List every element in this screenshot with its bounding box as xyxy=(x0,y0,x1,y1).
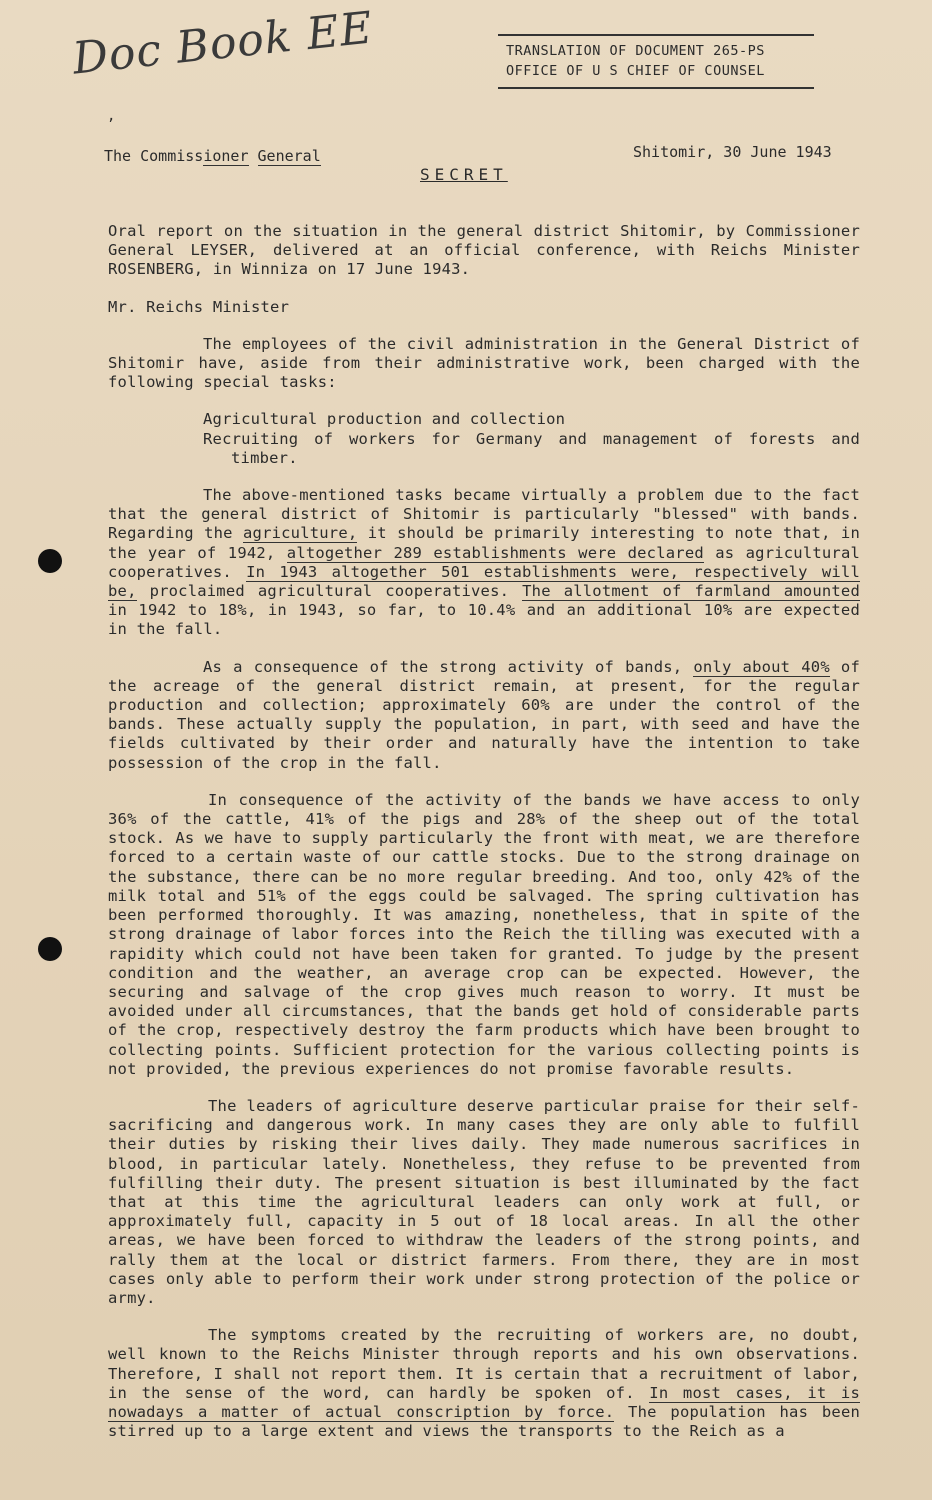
text-run: The population has been stirred up to a large extent and views the transports to the Reich as a xyxy=(108,1402,861,1441)
classification-stamp: SECRET xyxy=(420,165,508,184)
sender-title xyxy=(104,147,321,165)
margin-mark: , xyxy=(107,108,116,124)
sender-title-space xyxy=(249,147,258,165)
salutation: Mr. Reichs Minister xyxy=(108,297,290,316)
underlined-text: In most cases, it is nowadays a matter of actual conscription by force. xyxy=(108,1383,860,1421)
underlined-text: The allotment of farmland amounted xyxy=(522,582,860,601)
text-run: as agricultural cooperatives. xyxy=(108,543,861,581)
report-body xyxy=(108,222,860,1459)
text-run: it should be primarily interesting to note that, in the year of 1942, xyxy=(108,524,860,562)
translation-header-line1: TRANSLATION OF DOCUMENT 265-PS xyxy=(506,43,765,59)
paragraph-agriculture xyxy=(108,486,860,640)
paragraph-recruiting xyxy=(108,1326,860,1441)
sender-title-underlined: General xyxy=(257,147,321,165)
text-run: The symptoms created by the recruiting of workers are, no doubt, well known to the Reichs Minister through reports and his own observations. Therefore, I shall not report them. It is certain that a recruitment of labor, in the sense of the word, can hardly be spoken of. xyxy=(108,1326,860,1402)
task-item: Agricultural production and collection xyxy=(203,410,566,429)
place-date: Shitomir, 30 June 1943 xyxy=(633,143,832,161)
punch-hole xyxy=(38,549,62,573)
handwritten-note: Doc Book EE xyxy=(70,2,376,85)
intro-paragraph: Oral report on the situation in the general district Shitomir, by Commissioner General LEYSER, delivered at an official conference, with Reichs Minister ROSENBERG, in Winniza on 17 June 1943. xyxy=(108,222,860,279)
text-run: As a consequence of the strong activity of bands, xyxy=(203,657,694,676)
underlined-text: In 1943 altogether 501 establishments were, respectively will be, xyxy=(108,562,860,601)
underlined-text: only about 40% xyxy=(693,657,830,676)
task-item: Recruiting of workers for Germany and management of forests and timber. xyxy=(203,429,860,467)
translation-header-line2: OFFICE OF U S CHIEF OF COUNSEL xyxy=(506,63,765,79)
paragraph-agricultural-leaders: The leaders of agriculture deserve particular praise for their self-sacrificing and dangerous work. In many cases they are only able to fulfill their duties by risking their lives daily. They made numerous sacrifices in blood, in particular lately. Nonetheless, they refuse to be prevented from fulfilling their duty. The present situation is best illuminated by the fact that at this time the agricultural leaders can only work at full, or approximately full, capacity in 5 out of 18 local areas. In all the other areas, we have been forced to withdraw the leaders of the strong points, and rally them at the local or district farmers. From there, they are in most cases only able to perform their work under strong protection of the police or army. xyxy=(108,1096,860,1307)
paragraph-special-tasks: The employees of the civil administration in the General District of Shitomir have, aside from their administrative work, been charged with the following special tasks: xyxy=(108,334,860,392)
text-run: of the acreage of the general district remain, at present, for the regular production and collection; approximately 60% are under the control of the bands. These actually supply the population, in part, with seed and have the fields cultivated by their order and naturally have the intention to take possession of the crop in the fall. xyxy=(108,657,860,772)
translation-header xyxy=(498,34,814,89)
task-list xyxy=(108,410,860,468)
text-run: The above-mentioned tasks became virtually a problem due to the fact that the general district of Shitomir is particularly "blessed" with bands. Regarding the xyxy=(108,486,860,543)
sender-title-underlined: ioner xyxy=(203,147,249,165)
sender-title-part: The Commiss xyxy=(104,147,204,165)
text-run: in 1942 to 18%, in 1943, so far, to 10.4% and an additional 10% are expected in the fall. xyxy=(108,601,860,639)
text-run: proclaimed agricultural cooperatives. xyxy=(136,582,523,601)
underlined-text: altogether 289 establishments were declared xyxy=(286,543,704,562)
underlined-text: agriculture, xyxy=(243,524,358,543)
punch-hole xyxy=(38,937,62,961)
paragraph-acreage xyxy=(108,658,860,773)
paragraph-livestock: In consequence of the activity of the bands we have access to only 36% of the cattle, 41% of the pigs and 28% of the sheep out of the total stock. As we have to supply particularly the front with meat, we are therefore forced to a certain waste of our cattle stocks. Due to the strong drainage on the substance, there can be no more regular breeding. And too, only 42% of the milk total and 51% of the eggs could be salvaged. The spring cultivation has been performed thoroughly. It was amazing, nonetheless, that in spite of the strong drainage of labor forces into the Reich the tilling was executed with a rapidity which could not have been taken for granted. To judge by the present condition and the weather, an average crop can be expected. However, the securing and salvage of the crop gives much reason to worry. It must be avoided under all circumstances, that the bands get hold of considerable parts of the crop, respectively destroy the farm products which have been brought to collecting points. Sufficient protection for the various collecting points is not provided, the previous experiences do not promise favorable results. xyxy=(108,790,860,1078)
